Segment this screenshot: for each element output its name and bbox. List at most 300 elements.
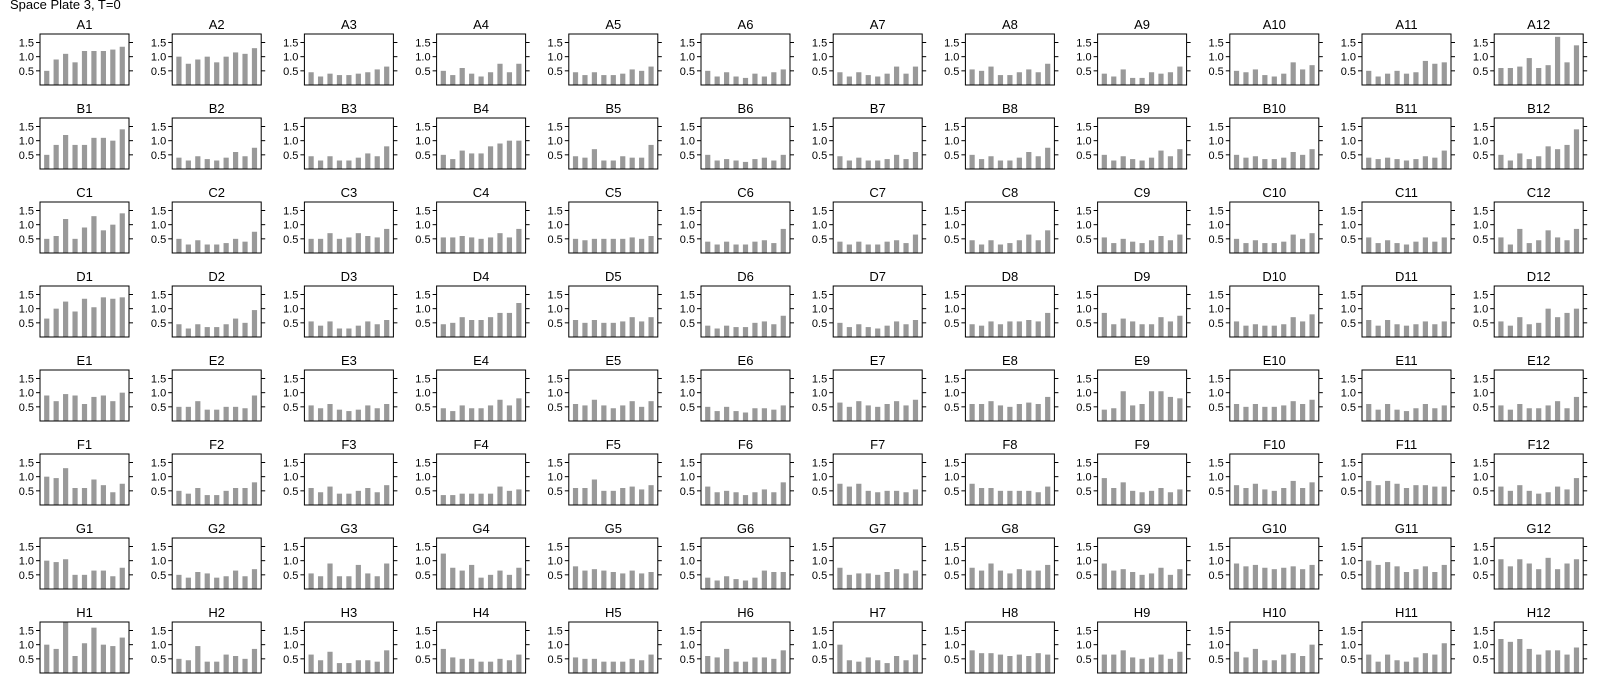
panel-D1 (19, 269, 133, 337)
panel-title: H4 (472, 605, 490, 620)
bar (875, 245, 880, 254)
bar (1300, 239, 1305, 253)
panel-title: D1 (76, 269, 93, 284)
bar (1366, 561, 1371, 589)
bar (847, 660, 852, 673)
y-tick-label: 1.0 (150, 219, 167, 232)
bar (1527, 58, 1532, 85)
panel-E7 (812, 353, 926, 421)
bar (195, 646, 200, 673)
bar (186, 64, 191, 85)
y-tick-label: 0.5 (679, 653, 695, 666)
bar (1026, 571, 1031, 589)
bar (1036, 321, 1041, 337)
y-tick-label: 1.5 (679, 37, 695, 50)
y-tick-label: 1.5 (679, 625, 695, 638)
y-tick-label: 0.5 (1208, 65, 1224, 78)
y-tick-label: 1.5 (1208, 625, 1224, 638)
bar (762, 657, 767, 673)
bar (1508, 245, 1513, 254)
bar (1111, 324, 1116, 337)
y-tick-label: 0.5 (415, 233, 431, 246)
bar (1564, 564, 1569, 590)
panel-title: F8 (1002, 437, 1018, 452)
bar (63, 622, 68, 673)
bar (356, 660, 361, 673)
bar (346, 237, 351, 253)
bar (743, 327, 748, 337)
panel-F9 (1076, 437, 1190, 505)
bar (970, 69, 975, 85)
bar (648, 145, 653, 169)
bar (573, 566, 578, 589)
bar (1527, 159, 1532, 169)
y-tick-label: 1.0 (1340, 471, 1356, 484)
bar (1309, 65, 1314, 85)
bar (1017, 321, 1022, 337)
panel-title: C6 (737, 185, 754, 200)
bar (44, 71, 49, 85)
bar (1281, 158, 1286, 169)
panel-B7 (812, 101, 926, 169)
bar (724, 407, 729, 421)
y-tick-label: 1.0 (679, 51, 695, 64)
y-tick-label: 0.5 (1076, 569, 1092, 582)
bar (856, 324, 861, 337)
y-tick-label: 1.0 (811, 51, 828, 64)
y-tick-label: 0.5 (1208, 233, 1224, 246)
y-tick-label: 1.0 (1208, 639, 1224, 652)
bar (913, 655, 918, 673)
bar (1291, 401, 1296, 421)
y-tick-label: 0.5 (283, 401, 299, 414)
panel-title: C9 (1133, 185, 1151, 200)
panel-G2 (151, 521, 265, 589)
bar (1111, 408, 1116, 421)
panel-H11 (1341, 605, 1455, 673)
y-tick-label: 0.5 (944, 233, 960, 246)
bar (856, 72, 861, 85)
bar (752, 578, 757, 589)
bar (1546, 558, 1551, 589)
y-tick-label: 1.0 (283, 639, 299, 652)
bar (1140, 575, 1145, 589)
bar (1555, 237, 1560, 253)
panel-title: D9 (1133, 269, 1151, 284)
bar (1498, 68, 1503, 85)
bar (1423, 566, 1428, 589)
bar (337, 329, 342, 338)
bar (1158, 655, 1163, 673)
bar (913, 152, 918, 169)
bar (743, 78, 748, 85)
bar (743, 581, 748, 590)
panel-D12 (1473, 269, 1587, 337)
bar (1102, 410, 1107, 421)
bar (1394, 71, 1399, 85)
bar (998, 405, 1003, 421)
y-tick-label: 0.5 (150, 149, 167, 162)
bar (1404, 161, 1409, 170)
bar (592, 480, 597, 506)
y-tick-label: 1.5 (944, 625, 960, 638)
bar (507, 237, 512, 253)
y-tick-label: 0.5 (150, 233, 167, 246)
bar (1555, 650, 1560, 673)
bar (1385, 320, 1390, 337)
y-tick-label: 1.0 (150, 387, 167, 400)
bar (82, 145, 87, 169)
bar (1394, 410, 1399, 421)
bar (82, 643, 87, 673)
bar (1149, 324, 1154, 337)
bar (242, 54, 247, 85)
bar (1026, 235, 1031, 253)
panel-C1 (19, 185, 133, 253)
bar (318, 161, 323, 170)
panel-C10 (1209, 185, 1323, 253)
bar (1527, 408, 1532, 421)
bar (1564, 240, 1569, 253)
bar (507, 491, 512, 505)
y-tick-label: 1.0 (283, 471, 299, 484)
bar (1177, 316, 1182, 337)
bar (1432, 242, 1437, 253)
bar (120, 393, 125, 421)
bar (309, 655, 314, 673)
y-tick-label: 1.5 (811, 37, 828, 50)
y-tick-label: 1.0 (1472, 135, 1489, 148)
bar (1007, 321, 1012, 337)
bar (63, 559, 68, 589)
bar (205, 327, 210, 337)
bar (205, 495, 210, 505)
y-tick-label: 1.0 (18, 303, 34, 316)
bar (497, 64, 502, 85)
bar (1385, 655, 1390, 673)
bar (356, 326, 361, 337)
bar (903, 405, 908, 421)
bar (639, 407, 644, 421)
bar (1130, 78, 1135, 85)
bar (998, 75, 1003, 85)
bar (384, 564, 389, 590)
bar (1291, 152, 1296, 169)
y-tick-label: 1.0 (1340, 387, 1356, 400)
bar (309, 72, 314, 85)
bar (771, 659, 776, 673)
panel-title: A12 (1527, 17, 1551, 32)
bar (1140, 492, 1145, 505)
bar (630, 487, 635, 505)
bar (1432, 324, 1437, 337)
bar (337, 494, 342, 505)
bar (1234, 564, 1239, 590)
bar (1262, 660, 1267, 673)
bar (1121, 569, 1126, 589)
y-tick-label: 0.5 (415, 401, 431, 414)
bar (497, 233, 502, 253)
bar (1036, 240, 1041, 253)
bar (460, 236, 465, 253)
y-tick-label: 1.0 (150, 51, 167, 64)
panel-F11 (1341, 437, 1455, 505)
bar (1555, 37, 1560, 85)
bar (91, 138, 96, 169)
panel-E10 (1209, 353, 1323, 421)
bar (479, 408, 484, 421)
bar (1102, 237, 1107, 253)
bar (620, 405, 625, 421)
panel-H3 (283, 605, 397, 673)
panel-title: C4 (472, 185, 490, 200)
bar (233, 319, 238, 337)
bar (715, 492, 720, 505)
y-tick-label: 1.0 (547, 471, 563, 484)
bar (1140, 659, 1145, 673)
bar (309, 573, 314, 589)
bar (1168, 240, 1173, 253)
bar (516, 398, 521, 421)
bar (460, 151, 465, 169)
bar (1168, 72, 1173, 85)
y-tick-label: 0.5 (415, 65, 431, 78)
bar (1527, 649, 1532, 673)
y-tick-label: 1.0 (1208, 471, 1224, 484)
panel-title: E4 (473, 353, 490, 368)
bar (648, 317, 653, 337)
panel-title: A6 (737, 17, 754, 32)
y-tick-label: 0.5 (1340, 65, 1356, 78)
y-tick-label: 1.0 (283, 303, 299, 316)
panel-C4 (415, 185, 529, 253)
y-tick-label: 1.5 (150, 37, 167, 50)
bar (733, 77, 738, 86)
y-tick-label: 1.0 (18, 639, 34, 652)
bar (1432, 408, 1437, 421)
bar (715, 329, 720, 338)
bar (1385, 158, 1390, 169)
bar (101, 230, 106, 253)
page-title: Space Plate 3, T=0 (10, 0, 121, 12)
y-tick-label: 1.5 (679, 121, 695, 134)
bar (507, 72, 512, 85)
bar (1376, 662, 1381, 673)
panel-title: E9 (1134, 353, 1151, 368)
bar (488, 575, 493, 589)
y-tick-label: 1.0 (1076, 135, 1092, 148)
bar (375, 237, 380, 253)
bar (724, 159, 729, 169)
bar (252, 396, 257, 422)
bar (1376, 159, 1381, 169)
bar (894, 67, 899, 85)
y-tick-label: 0.5 (811, 233, 828, 246)
panel-B11 (1341, 101, 1455, 169)
y-tick-label: 1.5 (679, 289, 695, 302)
panel-title: G11 (1394, 521, 1419, 536)
bar (91, 397, 96, 421)
bar (346, 411, 351, 421)
bar (979, 404, 984, 421)
bar (1555, 487, 1560, 505)
y-tick-label: 0.5 (944, 317, 960, 330)
bar (573, 72, 578, 85)
bar (63, 468, 68, 505)
bar (1442, 643, 1447, 673)
bar (252, 649, 257, 673)
y-tick-label: 1.5 (944, 541, 960, 554)
panel-G4 (415, 521, 529, 589)
y-tick-label: 0.5 (811, 65, 828, 78)
bar (214, 495, 219, 505)
bar (1546, 146, 1551, 169)
bar (1442, 151, 1447, 169)
bar (1564, 408, 1569, 421)
panel-title: A7 (869, 17, 886, 32)
bar (1546, 650, 1551, 673)
y-tick-label: 0.5 (1472, 401, 1489, 414)
bar (1574, 478, 1579, 505)
y-tick-label: 0.5 (1472, 653, 1489, 666)
bar (1149, 72, 1154, 85)
panel-C6 (680, 185, 794, 253)
bar (875, 407, 880, 421)
bar (1111, 571, 1116, 589)
bar (318, 492, 323, 505)
panel-B9 (1076, 101, 1190, 169)
bar (1300, 488, 1305, 505)
bar (894, 401, 899, 421)
panel-title: D5 (604, 269, 622, 284)
bar (469, 237, 474, 253)
bar (1140, 243, 1145, 253)
bar (337, 75, 342, 85)
bar (1413, 569, 1418, 589)
y-tick-label: 1.0 (415, 135, 431, 148)
bar (856, 242, 861, 253)
bar (242, 323, 247, 337)
bar (866, 75, 871, 85)
bar (988, 321, 993, 337)
bar (375, 492, 380, 505)
panel-title: F1 (76, 437, 93, 452)
bar (1281, 405, 1286, 421)
bar (1177, 489, 1182, 505)
bar (346, 576, 351, 589)
bar (592, 239, 597, 253)
bar (1498, 559, 1503, 589)
bar (875, 575, 880, 589)
bar (72, 488, 77, 505)
bar (176, 239, 181, 253)
bar (1309, 565, 1314, 589)
panel-title: D11 (1395, 269, 1418, 284)
bar (327, 74, 332, 85)
y-tick-label: 0.5 (283, 317, 299, 330)
y-tick-label: 0.5 (150, 317, 167, 330)
y-tick-label: 1.0 (1472, 303, 1489, 316)
bar (1404, 74, 1409, 85)
bar (516, 229, 521, 253)
bar (1413, 657, 1418, 673)
panel-G8 (944, 521, 1058, 589)
y-tick-label: 0.5 (150, 401, 167, 414)
y-tick-label: 1.5 (18, 457, 34, 470)
panel-title: H2 (208, 605, 226, 620)
bar (1309, 314, 1314, 337)
panel-E11 (1341, 353, 1455, 421)
bar (903, 324, 908, 337)
panel-G10 (1209, 521, 1323, 589)
bar (1442, 405, 1447, 421)
bar (1508, 491, 1513, 505)
y-tick-label: 1.0 (18, 471, 34, 484)
bar (101, 485, 106, 505)
panel-title: G4 (472, 521, 490, 536)
bar (1498, 639, 1503, 673)
panel-title: G9 (1133, 521, 1151, 536)
bar (318, 408, 323, 421)
panel-title: C1 (76, 185, 93, 200)
bar (469, 565, 474, 589)
bar (1102, 313, 1107, 337)
bar (101, 645, 106, 673)
bar (875, 329, 880, 338)
bar (441, 155, 446, 169)
bar (460, 317, 465, 337)
panel-title: A4 (473, 17, 490, 32)
bar (998, 245, 1003, 254)
bar (592, 569, 597, 589)
bar (1281, 655, 1286, 673)
bar (195, 156, 200, 169)
bar (1111, 161, 1116, 170)
y-tick-label: 1.0 (1340, 219, 1356, 232)
panel-H6 (680, 605, 794, 673)
bar (205, 245, 210, 254)
y-tick-label: 1.0 (811, 639, 828, 652)
y-tick-label: 1.5 (1076, 121, 1092, 134)
bar (1413, 408, 1418, 421)
panel-title: B6 (737, 101, 754, 116)
bar (1366, 158, 1371, 169)
bar (781, 572, 786, 589)
y-tick-label: 1.5 (283, 205, 299, 218)
bar (1498, 237, 1503, 253)
bar (1130, 491, 1135, 505)
bar (1243, 158, 1248, 169)
y-tick-label: 1.5 (150, 541, 167, 554)
y-tick-label: 0.5 (150, 485, 167, 498)
panel-B1 (19, 101, 133, 169)
bar (1177, 569, 1182, 589)
bar (1017, 491, 1022, 505)
bar (1442, 321, 1447, 337)
bar (1253, 484, 1258, 505)
bar (573, 239, 578, 253)
bar (771, 243, 776, 253)
bar (110, 50, 115, 85)
panel-title: H10 (1262, 605, 1287, 620)
y-tick-label: 0.5 (944, 401, 960, 414)
bar (1366, 71, 1371, 85)
y-tick-label: 1.0 (811, 135, 828, 148)
bar (1291, 653, 1296, 673)
bar (233, 52, 238, 85)
panel-B8 (944, 101, 1058, 169)
panel-title: G5 (604, 521, 622, 536)
